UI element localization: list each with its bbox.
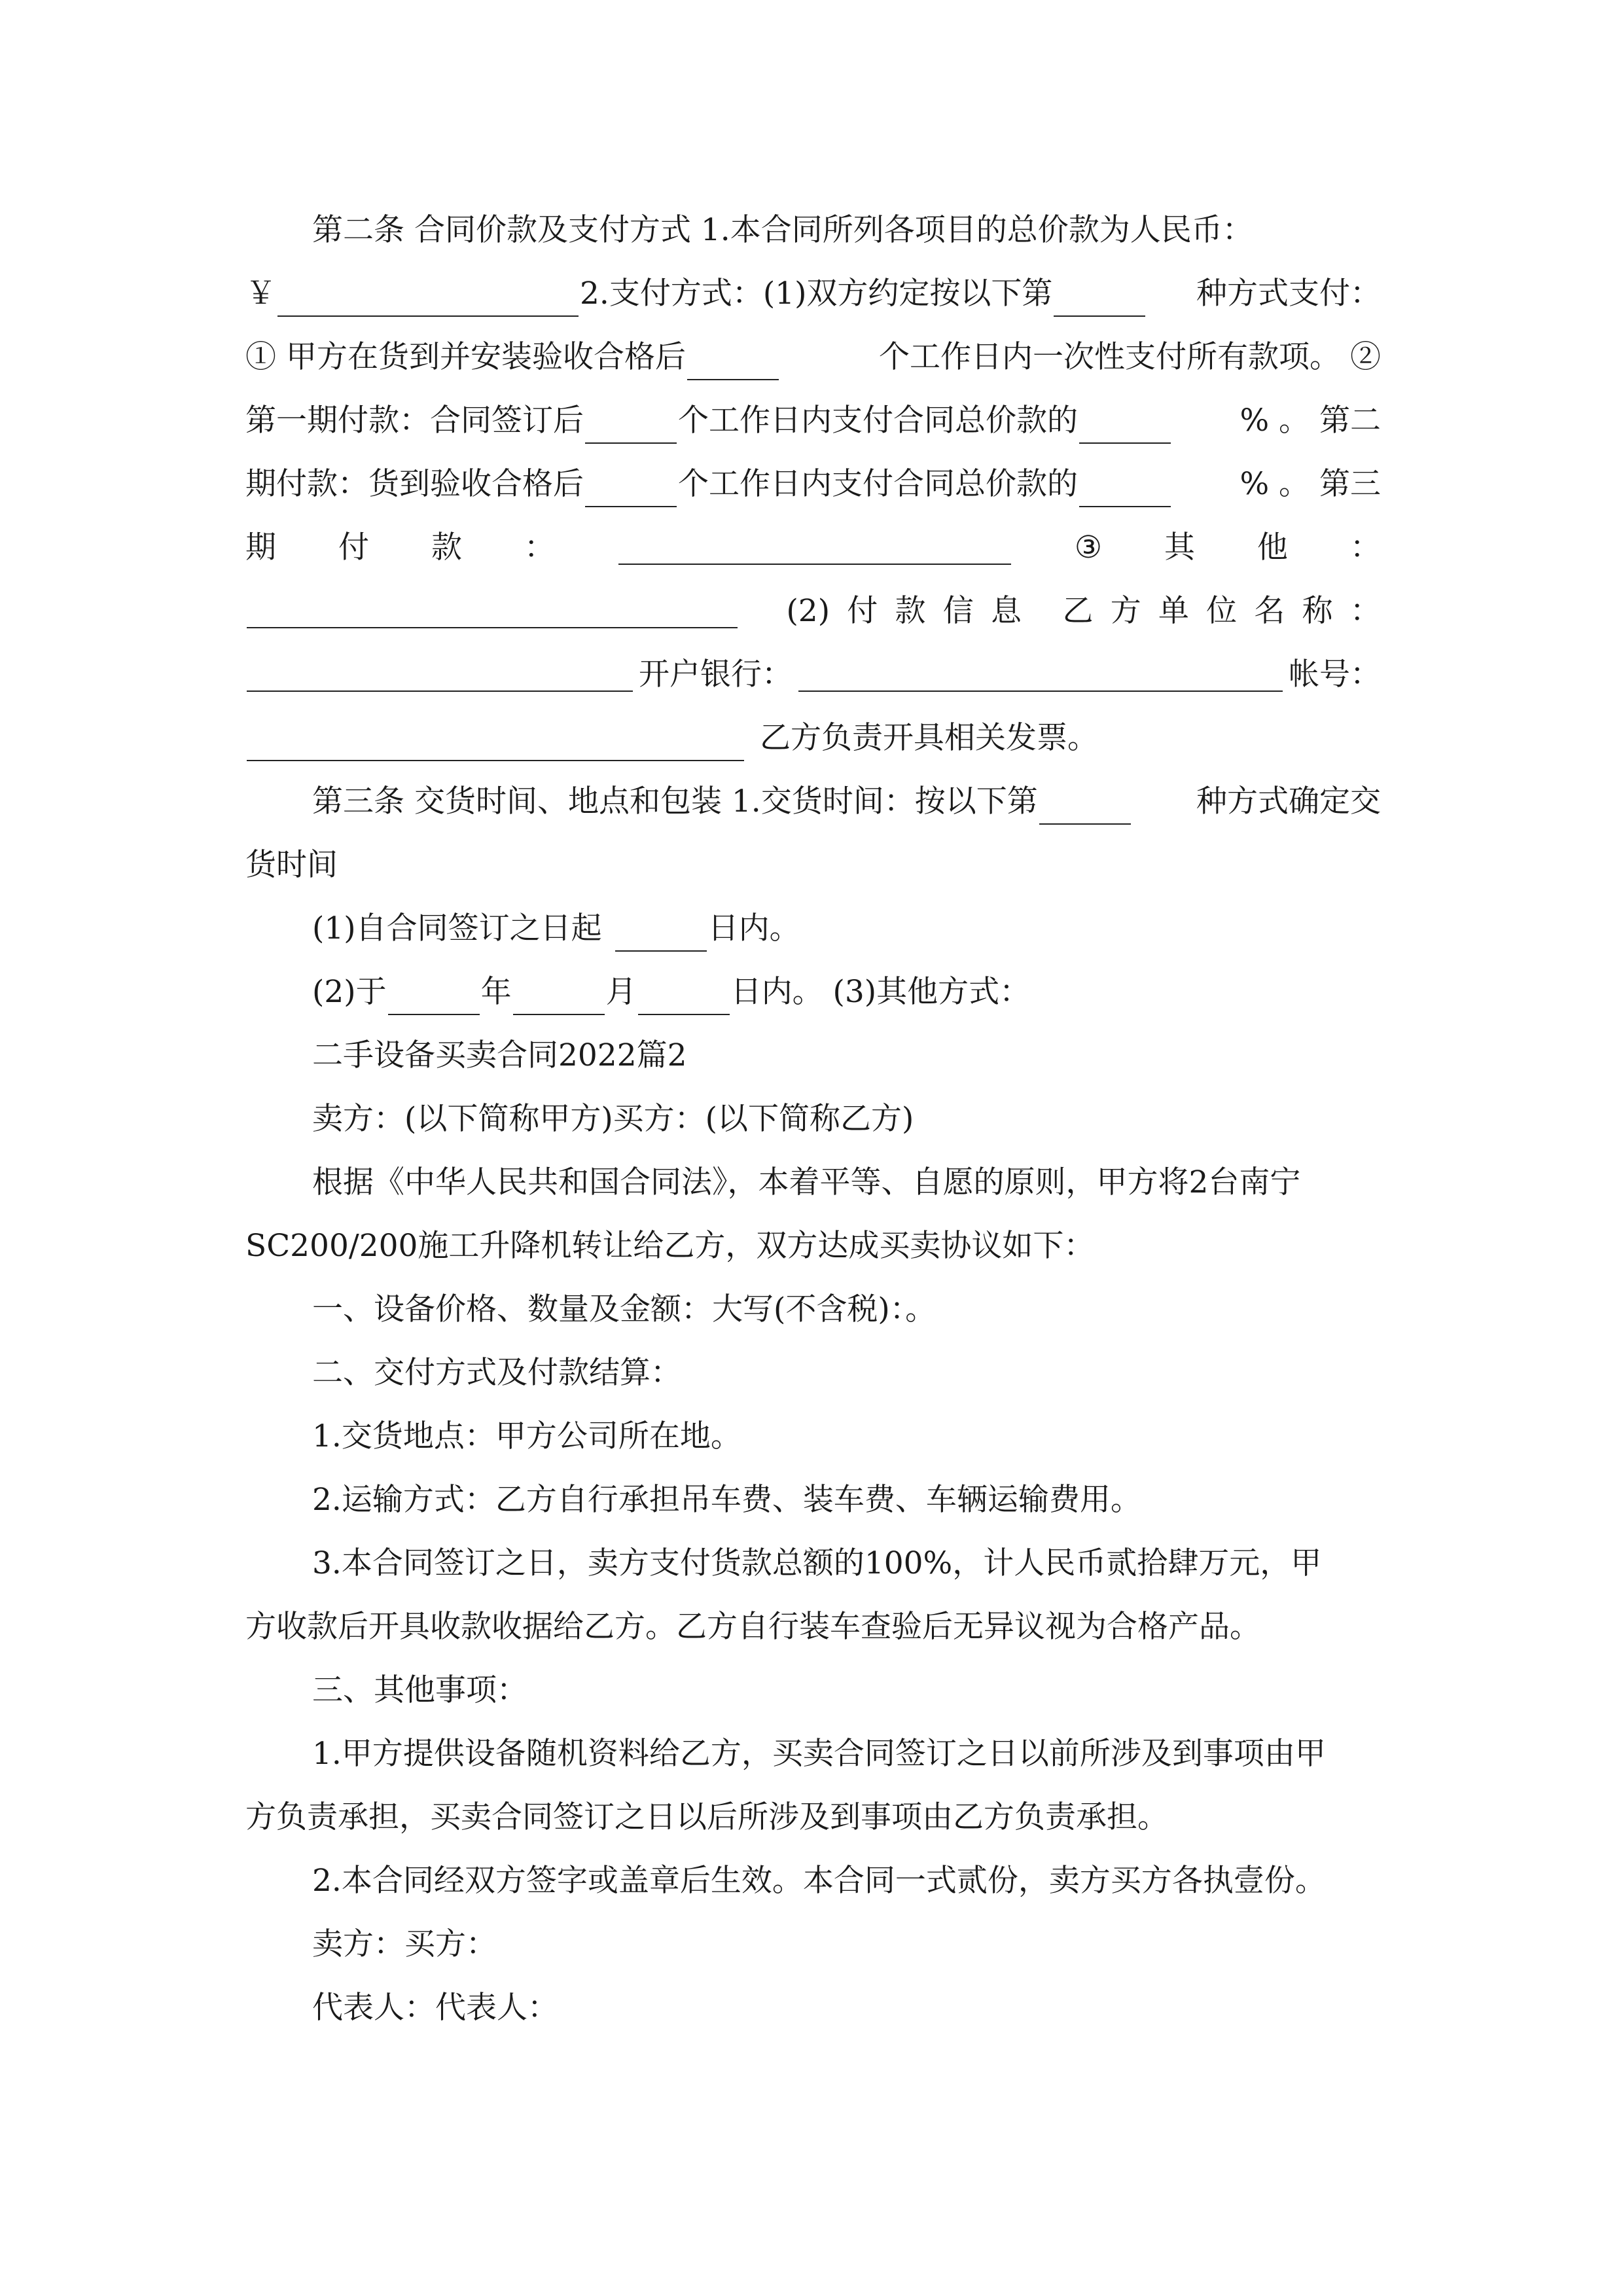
text: 二手设备买卖合同2022篇2 xyxy=(312,1037,687,1073)
section-3 xyxy=(312,1668,1381,1713)
text: 2.运输方式：乙方自行承担吊车费、装车费、车辆运输费用。 xyxy=(312,1482,1141,1518)
text: 1.交货地点：甲方公司所在地。 xyxy=(312,1418,741,1454)
art2-line4 xyxy=(245,398,1381,444)
section-2-item-3-line2 xyxy=(245,1604,1381,1650)
text: ￥ xyxy=(245,276,276,312)
text: 2.支付方式：(1)双方约定按以下第 xyxy=(580,276,1053,312)
art2-line3 xyxy=(245,334,1381,380)
text: 年 xyxy=(480,974,512,1010)
char: 信 xyxy=(942,593,974,629)
art2-line1 xyxy=(312,207,1381,253)
text: 代表人：代表人： xyxy=(312,1990,558,2026)
char: ③ xyxy=(1074,529,1102,565)
text: 个工作日内支付合同总价款的 xyxy=(678,403,1078,439)
art2-line8 xyxy=(245,652,1381,698)
text: (1)自合同签订之日起 xyxy=(312,910,602,946)
char: 款 xyxy=(895,593,926,629)
text: % 。 第三 xyxy=(1240,466,1381,502)
art3-line4 xyxy=(312,969,1381,1015)
text: 3.本合同签订之日，卖方支付货款总额的100%，计人民币贰拾肆万元，甲 xyxy=(312,1545,1322,1581)
text: 期付款：货到验收合格后 xyxy=(245,466,584,502)
section-3-item-1-line1 xyxy=(312,1731,1381,1777)
art3-line2 xyxy=(245,842,1381,888)
blank-year xyxy=(388,981,480,1015)
text: % 。 第二 xyxy=(1240,403,1381,439)
text: 方负责承担，买卖合同签订之日以后所涉及到事项由乙方负责承担。 xyxy=(245,1799,1168,1835)
char: 其 xyxy=(1164,529,1195,565)
text: 开户银行： xyxy=(639,656,793,692)
text: (2)于 xyxy=(312,974,387,1010)
text: 方收款后开具收款收据给乙方。乙方自行装车查验后无异议视为合格产品。 xyxy=(245,1609,1260,1645)
char: 款 xyxy=(431,529,462,565)
char: ： xyxy=(524,529,555,565)
art2-line5 xyxy=(245,461,1381,507)
text: 1.甲方提供设备随机资料给乙方，买卖合同签订之日以前所涉及到事项由甲 xyxy=(312,1736,1326,1772)
char: 他 xyxy=(1257,529,1288,565)
blank-method-no xyxy=(1054,283,1145,317)
text: 种方式确定交 xyxy=(1196,783,1381,819)
char: 乙 xyxy=(1062,593,1094,629)
text: 三、其他事项： xyxy=(312,1672,527,1708)
contract2-heading xyxy=(312,1033,1381,1079)
section-3-item-2 xyxy=(312,1858,1381,1904)
text: 二、交付方式及付款结算： xyxy=(312,1355,681,1391)
blank-method-no xyxy=(1039,791,1131,825)
section-2-item-3-line1 xyxy=(312,1541,1381,1587)
char: 期 xyxy=(245,529,276,565)
text: 种方式支付： xyxy=(1196,276,1381,312)
char: 付 xyxy=(847,593,878,629)
text: 货时间 xyxy=(245,847,338,883)
char: 付 xyxy=(338,529,369,565)
blank-days xyxy=(585,410,677,444)
signature-representatives xyxy=(312,1985,1381,2031)
char: (2) xyxy=(786,593,830,629)
char: 单 xyxy=(1158,593,1189,629)
section-2-item-1 xyxy=(312,1414,1381,1460)
blank-total-price xyxy=(277,283,579,317)
text: 根据《中华人民共和国合同法》，本着平等、自愿的原则，甲方将2台南宁 xyxy=(312,1164,1301,1200)
section-2-item-2 xyxy=(312,1477,1381,1523)
text: 个工作日内支付合同总价款的 xyxy=(678,466,1078,502)
contract2-intro-line1 xyxy=(312,1160,1381,1206)
text: 卖方：(以下简称甲方)买方：(以下简称乙方) xyxy=(312,1101,914,1137)
char: 名 xyxy=(1254,593,1285,629)
char: ： xyxy=(1349,593,1381,629)
text: 个工作日内一次性支付所有款项。 ② xyxy=(879,339,1381,375)
blank-bank xyxy=(798,658,1283,692)
contract2-intro-line2 xyxy=(245,1223,1381,1269)
char: 称 xyxy=(1302,593,1333,629)
blank-other xyxy=(247,594,738,628)
text: 第二条 合同价款及支付方式 1.本合同所列各项目的总价款为人民币： xyxy=(312,212,1253,248)
text: 帐号： xyxy=(1289,656,1381,692)
art3-line3 xyxy=(312,906,1381,952)
text: ① 甲方在货到并安装验收合格后 xyxy=(245,339,686,375)
text: 月 xyxy=(605,974,637,1010)
blank-account xyxy=(247,727,744,761)
art2-line7 xyxy=(245,588,1381,634)
blank-third-payment xyxy=(618,531,1011,565)
text: 第一期付款：合同签订后 xyxy=(245,403,584,439)
art2-line2 xyxy=(245,271,1381,317)
art2-line6 xyxy=(245,525,1381,571)
text: 卖方：买方： xyxy=(312,1926,497,1962)
section-2 xyxy=(312,1350,1381,1396)
blank-percent xyxy=(1079,410,1171,444)
text: 第三条 交货时间、地点和包装 1.交货时间：按以下第 xyxy=(312,783,1038,819)
blank-day xyxy=(638,981,730,1015)
text: 日内。 (3)其他方式： xyxy=(730,974,1031,1010)
blank-days xyxy=(687,346,779,380)
text: SC200/200施工升降机转让给乙方，双方达成买卖协议如下： xyxy=(245,1228,1095,1264)
blank-days xyxy=(585,473,677,507)
blank-company-name xyxy=(247,658,633,692)
text: 一、设备价格、数量及金额：大写(不含税)：。 xyxy=(312,1291,936,1327)
section-3-item-1-line2 xyxy=(245,1795,1381,1840)
char: 方 xyxy=(1110,593,1141,629)
char: ： xyxy=(1349,529,1381,565)
art2-line9 xyxy=(245,715,1381,761)
blank-month xyxy=(513,981,605,1015)
text: 日内。 xyxy=(707,910,800,946)
text: 2.本合同经双方签字或盖章后生效。本合同一式贰份，卖方买方各执壹份。 xyxy=(312,1863,1326,1899)
blank-percent xyxy=(1079,473,1171,507)
text: 乙方负责开具相关发票。 xyxy=(760,720,1098,756)
blank-days xyxy=(615,918,707,952)
signature-parties xyxy=(312,1922,1381,1967)
section-1 xyxy=(312,1287,1381,1333)
contract2-parties xyxy=(312,1096,1381,1142)
char: 位 xyxy=(1206,593,1238,629)
char: 息 xyxy=(990,593,1022,629)
art3-line1 xyxy=(312,779,1381,825)
